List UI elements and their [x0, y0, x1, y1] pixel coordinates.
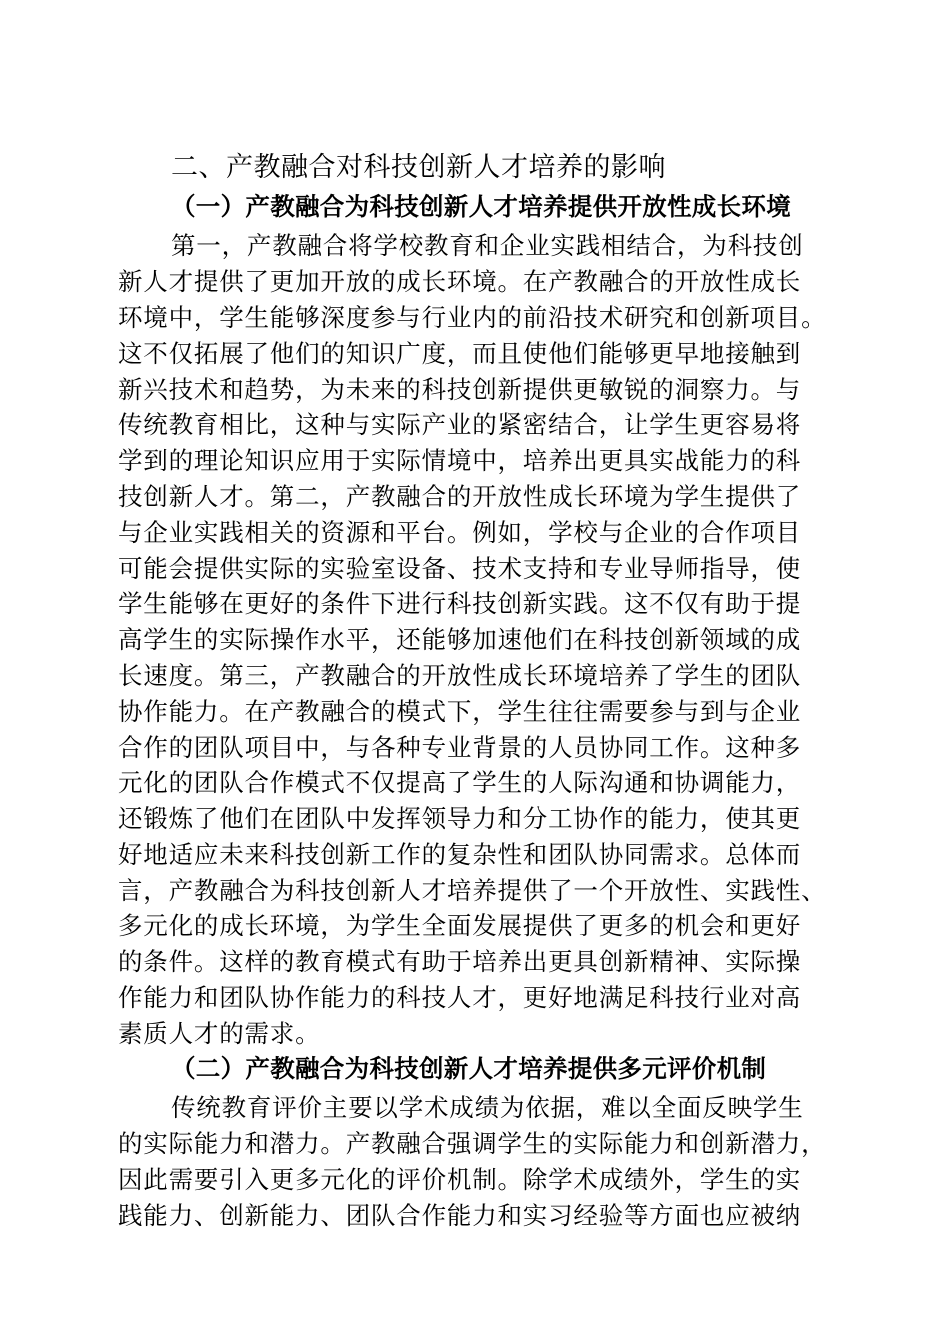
paragraph-line: 新兴技术和趋势，为未来的科技创新提供更敏锐的洞察力。与 — [118, 375, 802, 404]
paragraph-line: 因此需要引入更多元化的评价机制。除学术成绩外，学生的实 — [118, 1165, 802, 1194]
paragraph-line: 技创新人才。第二，产教融合的开放性成长环境为学生提供了 — [118, 482, 802, 511]
paragraph-line: 作能力和团队协作能力的科技人才，更好地满足科技行业对高 — [118, 983, 802, 1012]
paragraph-line: 长速度。第三，产教融合的开放性成长环境培养了学生的团队 — [118, 661, 802, 690]
section-heading: 二、产教融合对科技创新人才培养的影响 — [171, 152, 666, 183]
paragraph-line: 还锻炼了他们在团队中发挥领导力和分工协作的能力，使其更 — [118, 804, 802, 833]
paragraph-line: 的条件。这样的教育模式有助于培养出更具创新精神、实际操 — [118, 947, 802, 976]
paragraph-line: 元化的团队合作模式不仅提高了学生的人际沟通和协调能力， — [118, 768, 802, 797]
paragraph-line: 传统教育评价主要以学术成绩为依据，难以全面反映学生 — [171, 1093, 804, 1122]
paragraph-line: 第一，产教融合将学校教育和企业实践相结合，为科技创 — [171, 231, 804, 260]
subsection-heading-2: （二）产教融合为科技创新人才培养提供多元评价机制 — [171, 1054, 767, 1083]
paragraph-line: 环境中，学生能够深度参与行业内的前沿技术研究和创新项目。 — [118, 303, 827, 332]
paragraph-line: 践能力、创新能力、团队合作能力和实习经验等方面也应被纳 — [118, 1201, 802, 1230]
paragraph-line: 可能会提供实际的实验室设备、技术支持和专业导师指导，使 — [118, 554, 802, 583]
paragraph-line: 多元化的成长环境，为学生全面发展提供了更多的机会和更好 — [118, 911, 802, 940]
paragraph-line: 言，产教融合为科技创新人才培养提供了一个开放性、实践性、 — [118, 876, 827, 905]
paragraph-line: 学生能够在更好的条件下进行科技创新实践。这不仅有助于提 — [118, 589, 802, 618]
subsection-heading-1: （一）产教融合为科技创新人才培养提供开放性成长环境 — [171, 192, 791, 221]
paragraph-line: 学到的理论知识应用于实际情境中，培养出更具实战能力的科 — [118, 446, 802, 475]
paragraph-line: 新人才提供了更加开放的成长环境。在产教融合的开放性成长 — [118, 267, 802, 296]
paragraph-line: 这不仅拓展了他们的知识广度，而且使他们能够更早地接触到 — [118, 339, 802, 368]
paragraph-line: 的实际能力和潜力。产教融合强调学生的实际能力和创新潜力， — [118, 1129, 827, 1158]
paragraph-line: 合作的团队项目中，与各种专业背景的人员协同工作。这种多 — [118, 733, 802, 762]
paragraph-line: 素质人才的需求。 — [118, 1019, 321, 1048]
paragraph-line: 协作能力。在产教融合的模式下，学生往往需要参与到与企业 — [118, 697, 802, 726]
paragraph-line: 与企业实践相关的资源和平台。例如，学校与企业的合作项目 — [118, 518, 802, 547]
paragraph-line: 高学生的实际操作水平，还能够加速他们在科技创新领域的成 — [118, 625, 802, 654]
paragraph-line: 传统教育相比，这种与实际产业的紧密结合，让学生更容易将 — [118, 410, 802, 439]
paragraph-line: 好地适应未来科技创新工作的复杂性和团队协同需求。总体而 — [118, 840, 802, 869]
